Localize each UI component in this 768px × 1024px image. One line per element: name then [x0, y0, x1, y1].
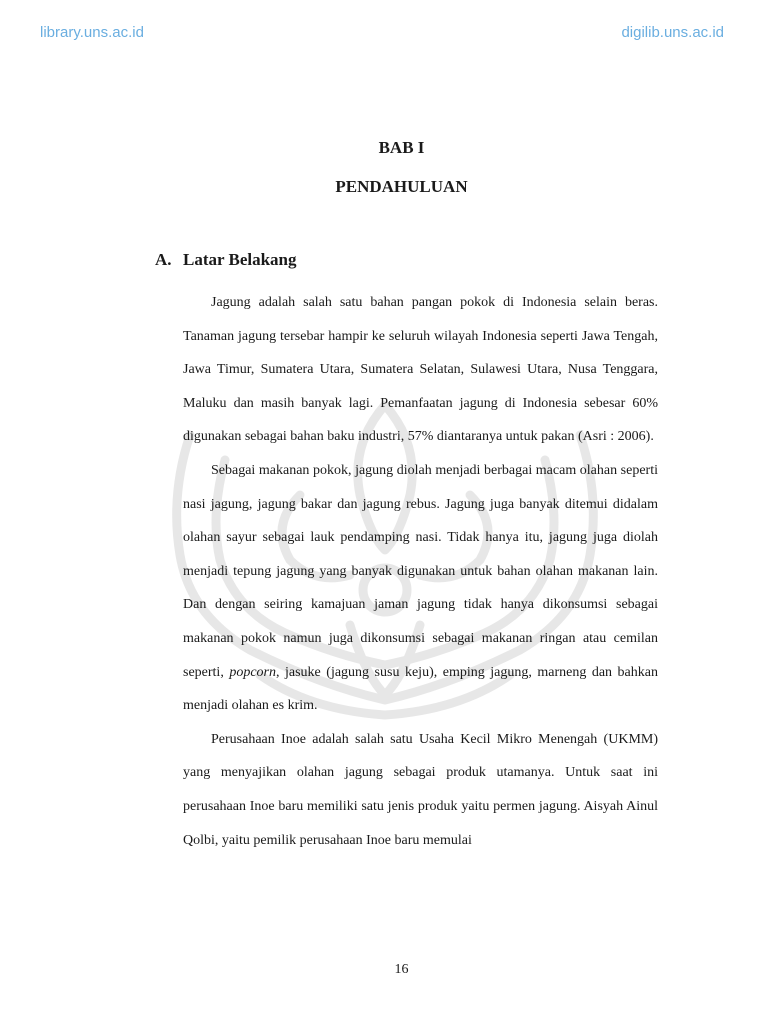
paragraph-2-text-b: , jasuke (jagung susu keju), emping jagung, marneng dan bahkan menjadi olahan es krim. — [183, 664, 658, 714]
italic-term: popcorn — [229, 664, 276, 680]
section-title: Latar Belakang — [183, 250, 297, 269]
section-number: A. — [155, 250, 172, 269]
paragraph-1: Jagung adalah salah satu bahan pangan pokok di Indonesia selain beras. Tanaman jagung tersebar hampir ke seluruh wilayah Indonesia seperti Jawa Tengah, Jawa Timur, Sumatera Utara, Sumatera Selatan, Sulawesi Utara, Nusa Tenggara, Maluku dan masih banyak lagi. Pemanfaatan jagung di Indonesia sebesar 60% digunakan sebagai bahan baku industri, 57% diantaranya untuk pakan (Asri : 2006). — [183, 295, 658, 445]
paragraph-2-text-a: Sebagai makanan pokok, jagung diolah menjadi berbagai macam olahan seperti nasi jagung, jagung bakar dan jagung rebus. Jagung juga banyak ditemui didalam olahan sayur sebagai lauk pendamping nasi. Tidak hanya itu, jagung juga diolah menjadi tepung jagung yang banyak digunakan untuk bahan olahan makanan lain. Dan dengan seiring kamajuan jaman jagung tidak hanya dikonsumsi sebagai makanan pokok namun juga dikonsumsi sebagai makanan ringan atau cemilan seperti, — [183, 462, 658, 680]
section-heading — [155, 250, 297, 270]
chapter-title: PENDAHULUAN — [335, 177, 468, 196]
paragraph-3: Perusahaan Inoe adalah salah satu Usaha Kecil Mikro Menengah (UKMM) yang menyajikan olahan jagung sebagai produk utamanya. Untuk saat ini perusahaan Inoe baru memiliki satu jenis produk yaitu permen jagung. Aisyah Ainul Qolbi, yaitu pemilik perusahaan Inoe baru memulai — [183, 731, 658, 848]
body-text — [183, 286, 658, 857]
digilib-link[interactable]: digilib.uns.ac.id — [621, 24, 724, 41]
paragraph-2 — [183, 454, 658, 723]
page-number: 16 — [394, 962, 409, 977]
chapter-number: BAB I — [378, 138, 425, 157]
library-link[interactable]: library.uns.ac.id — [40, 24, 144, 41]
